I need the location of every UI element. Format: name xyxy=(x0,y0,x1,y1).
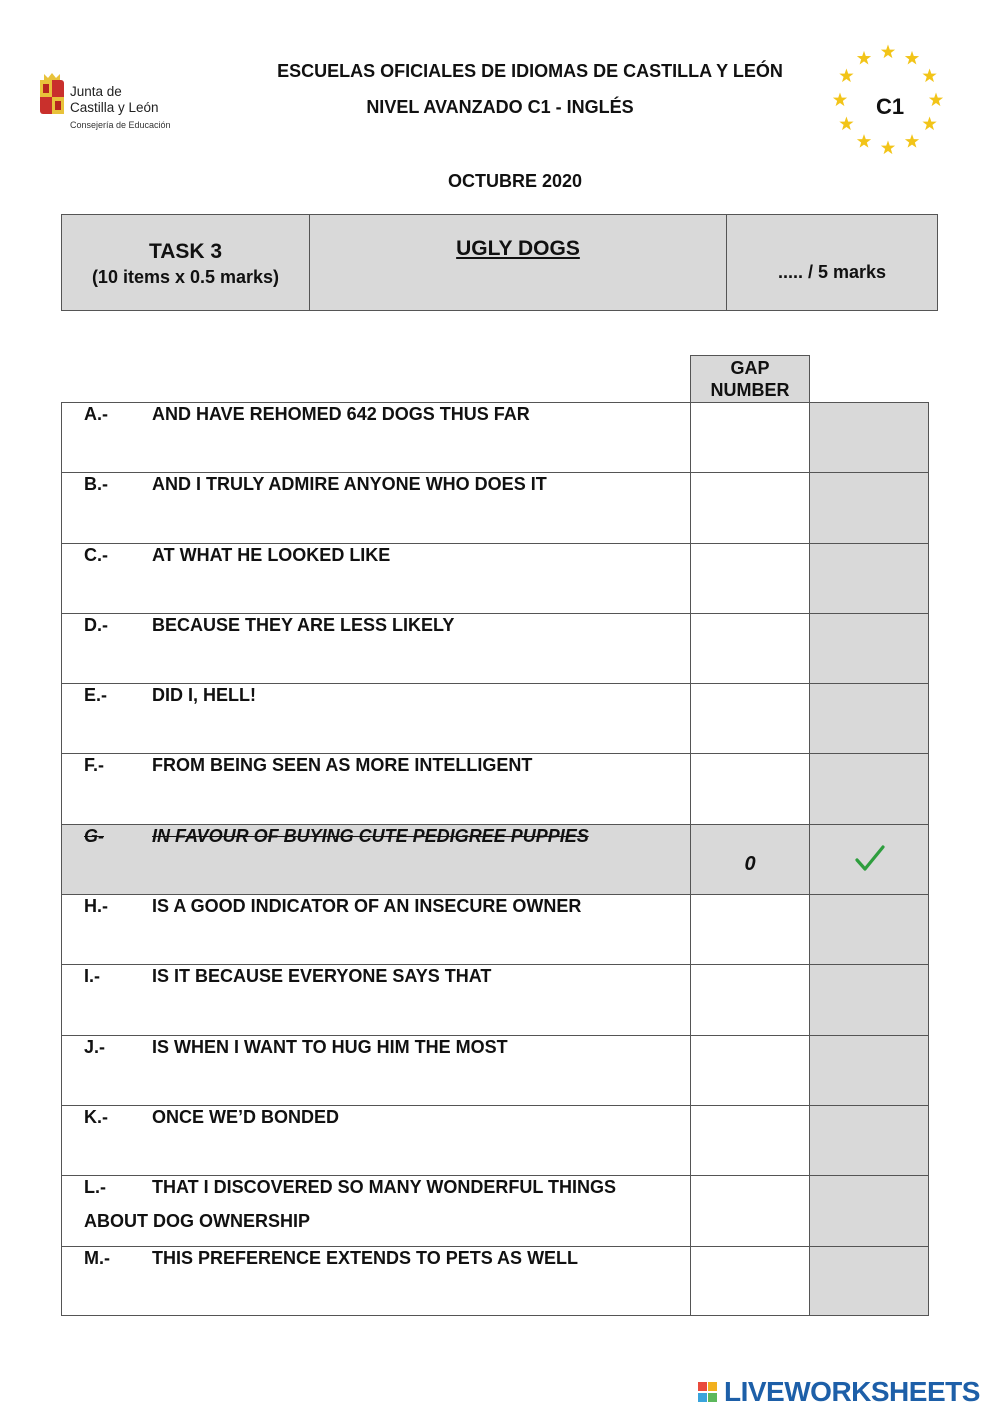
gap-header-line-1: GAP xyxy=(730,358,770,378)
star-icon xyxy=(857,51,871,65)
option-text: FROM BEING SEEN AS MORE INTELLIGENT xyxy=(152,755,533,776)
sentence-cell xyxy=(62,1036,691,1105)
gap-number-input[interactable] xyxy=(691,473,810,542)
option-letter: I.- xyxy=(84,966,100,987)
sentence-cell xyxy=(62,614,691,683)
task-info-cell xyxy=(62,215,310,310)
task-header-box xyxy=(61,214,938,311)
task-title-cell xyxy=(310,215,727,310)
gap-number-input[interactable] xyxy=(691,895,810,964)
gap-number-input[interactable] xyxy=(691,965,810,1034)
table-row xyxy=(61,613,929,683)
sentence-cell xyxy=(62,473,691,542)
brand-square-blue xyxy=(698,1393,707,1402)
star-icon xyxy=(839,117,853,131)
task-marks: ..... / 5 marks xyxy=(777,262,887,282)
star-icon xyxy=(905,51,919,65)
star-icon xyxy=(857,134,871,148)
option-letter: H.- xyxy=(84,896,108,917)
mark-cell xyxy=(810,403,928,472)
mark-cell xyxy=(810,473,928,542)
option-text: AND I TRULY ADMIRE ANYONE WHO DOES IT xyxy=(152,474,547,495)
option-text: IS A GOOD INDICATOR OF AN INSECURE OWNER xyxy=(152,896,582,917)
brand-square-yellow xyxy=(708,1382,717,1391)
sentence-cell xyxy=(62,1176,691,1245)
star-icon xyxy=(922,69,936,83)
star-icon xyxy=(929,93,943,107)
sentence-cell xyxy=(62,684,691,753)
gap-number-input[interactable] xyxy=(691,614,810,683)
gap-number-input[interactable] xyxy=(691,544,810,613)
option-letter: M.- xyxy=(84,1247,110,1268)
sentence-cell xyxy=(62,895,691,964)
star-icon xyxy=(839,69,853,83)
table-row xyxy=(61,1035,929,1105)
gap-number-input[interactable] xyxy=(691,1106,810,1175)
mark-cell xyxy=(810,544,928,613)
gap-number-header xyxy=(690,355,810,403)
option-letter: D.- xyxy=(84,614,108,635)
school-title: ESCUELAS OFICIALES DE IDIOMAS DE CASTILLA Y LEÓN xyxy=(277,61,783,81)
option-text: AT WHAT HE LOOKED LIKE xyxy=(152,544,391,565)
task-marks-cell xyxy=(727,215,937,310)
junta-logo xyxy=(36,70,186,134)
gap-number-input[interactable] xyxy=(691,684,810,753)
option-text: THAT I DISCOVERED SO MANY WONDERFUL THINGS xyxy=(152,1177,617,1198)
gap-number-input[interactable] xyxy=(691,1036,810,1105)
gap-number-input[interactable] xyxy=(691,1176,810,1245)
star-icon xyxy=(881,45,895,59)
star-icon xyxy=(922,117,936,131)
mark-cell xyxy=(810,825,928,894)
gap-number-example xyxy=(691,825,810,894)
table-row xyxy=(61,402,929,472)
sentence-cell xyxy=(62,1106,691,1175)
option-letter: F.- xyxy=(84,755,104,776)
sentence-cell xyxy=(62,544,691,613)
logo-line-3: Consejería de Educación xyxy=(70,120,171,130)
option-text: IS IT BECAUSE EVERYONE SAYS THAT xyxy=(152,966,492,987)
option-text: ONCE WE’D BONDED xyxy=(152,1106,340,1127)
sentence-cell xyxy=(62,825,691,894)
option-letter: K.- xyxy=(84,1106,108,1127)
gap-number-input[interactable] xyxy=(691,403,810,472)
option-letter: L.- xyxy=(84,1177,106,1198)
gap-header-line-2: NUMBER xyxy=(710,380,790,400)
star-icon xyxy=(905,134,919,148)
option-letter: G- xyxy=(84,825,104,846)
star-icon xyxy=(881,141,895,155)
option-text: BECAUSE THEY ARE LESS LIKELY xyxy=(152,614,455,635)
gap-number-input[interactable] xyxy=(691,754,810,823)
eu-stars-badge xyxy=(828,40,948,160)
mark-cell xyxy=(810,754,928,823)
level-badge-text: C1 xyxy=(875,94,905,119)
sentence-cell xyxy=(62,403,691,472)
mark-cell xyxy=(810,965,928,1034)
mark-cell xyxy=(810,895,928,964)
checkmark-icon xyxy=(810,843,930,875)
brand-square-green xyxy=(708,1393,717,1402)
mark-cell xyxy=(810,1036,928,1105)
table-row xyxy=(61,753,929,823)
brand-text: LIVEWORKSHEETS xyxy=(724,1376,980,1407)
table-row xyxy=(61,1246,929,1316)
table-row xyxy=(61,472,929,542)
option-text: THIS PREFERENCE EXTENDS TO PETS AS WELL xyxy=(152,1247,579,1268)
table-row xyxy=(61,683,929,753)
star-icon xyxy=(833,93,847,107)
answer-table xyxy=(61,402,929,1316)
mark-cell xyxy=(810,684,928,753)
level-title: NIVEL AVANZADO C1 - INGLÉS xyxy=(366,97,634,117)
gap-number-input[interactable] xyxy=(691,1247,810,1315)
sentence-cell xyxy=(62,1247,691,1315)
mark-cell xyxy=(810,1176,928,1245)
table-row xyxy=(61,1175,929,1245)
option-text-continued: ABOUT DOG OWNERSHIP xyxy=(84,1211,311,1232)
option-text: IN FAVOUR OF BUYING CUTE PEDIGREE PUPPIES xyxy=(152,825,589,846)
table-row xyxy=(61,1105,929,1175)
task-name: TASK 3 xyxy=(148,240,223,263)
option-letter: A.- xyxy=(84,404,108,424)
logo-line-2: Castilla y León xyxy=(70,100,159,115)
table-row xyxy=(61,964,929,1034)
sentence-cell xyxy=(62,754,691,823)
option-text: IS WHEN I WANT TO HUG HIM THE MOST xyxy=(152,1036,508,1057)
example-row xyxy=(61,824,929,894)
task-items: (10 items x 0.5 marks) xyxy=(91,267,280,287)
liveworksheets-logo xyxy=(698,1376,994,1410)
gap-number-value: 0 xyxy=(744,852,756,875)
option-text: AND HAVE REHOMED 642 DOGS THUS FAR xyxy=(152,404,530,424)
exam-date: OCTUBRE 2020 xyxy=(447,171,583,191)
option-letter: B.- xyxy=(84,474,108,495)
option-letter: E.- xyxy=(84,685,108,706)
coat-of-arms-icon xyxy=(38,72,66,116)
logo-line-1: Junta de xyxy=(70,84,122,99)
mark-cell xyxy=(810,614,928,683)
table-row xyxy=(61,894,929,964)
table-row xyxy=(61,543,929,613)
option-letter: J.- xyxy=(84,1036,106,1057)
option-letter: C.- xyxy=(84,544,108,565)
brand-square-red xyxy=(698,1382,707,1391)
option-text: DID I, HELL! xyxy=(152,685,256,706)
sentence-cell xyxy=(62,965,691,1034)
mark-cell xyxy=(810,1247,928,1315)
mark-cell xyxy=(810,1106,928,1175)
task-title: UGLY DOGS xyxy=(456,237,580,260)
